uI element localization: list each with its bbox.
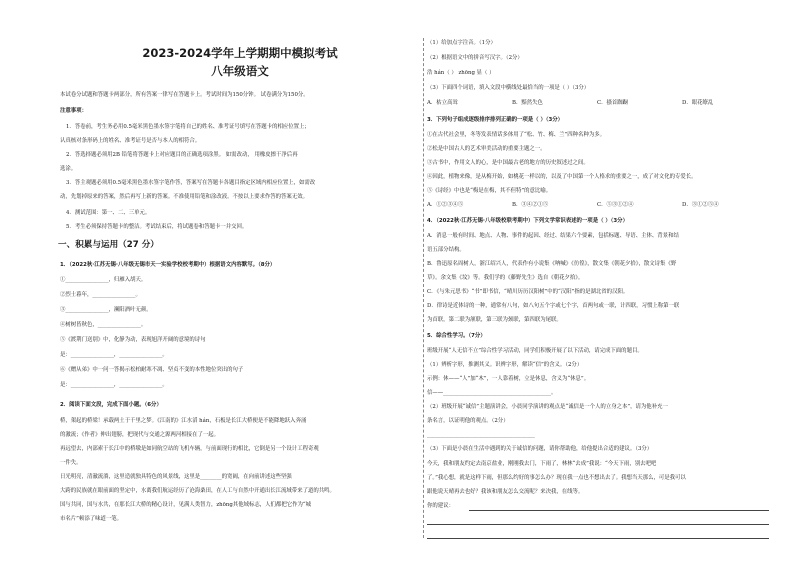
- question-4-stem: 4．（2022秋·江苏无锡·八年级校联考期中）下列文学常识表述的一项是（ ）（3分）: [427, 218, 628, 224]
- q3-line: ①在古代社会里，冬等发表情话多体用了“松、竹、梅、兰”四种名种为多。: [427, 132, 606, 138]
- option-c: C．⑤③①②④: [597, 202, 634, 208]
- note-line: 1．答卷前，考生务必用0.5毫米黑色墨水签字笔将自己的姓名、准考证号填写在答题卡的相应位置上；: [66, 124, 310, 130]
- passage-line: 一件失。: [60, 460, 82, 466]
- question-1-stem: 1．（2022秋·江苏无锡·八年级无锡市天一实验学校校考期中）根据语文内容默写。（8分）: [60, 262, 276, 268]
- q5-line: 示例：休——“人”加“木”，一人靠着树，立是休息，含义为“休息”。: [427, 376, 590, 382]
- notes-heading: 注意事项：: [60, 108, 87, 114]
- subquestion-line: 浩 hán（ ） zhōng 显（ ）: [427, 70, 495, 76]
- question-2-stem: 2．阅读下面文段，完成下面小题。（6分）: [60, 402, 162, 408]
- passage-line: 的激流；《作者》伸出翅膀，把现代与交通之源两河相接在了一起。: [60, 432, 220, 438]
- q5-line: 班级开展“人无信不立”综合性学习活动，同学们积极开展了以下活动，请完成下面的题目。: [427, 348, 643, 354]
- note-line: 认真核对条形码上的姓名、准考证号是否与本人的相符合。: [60, 138, 201, 144]
- q1-line: ①________________，归雁入胡天。: [60, 277, 147, 283]
- q1-line: ⑤《渡荆门送别》中，化静为动，表现旭洋开阔的意境的诗句: [60, 337, 206, 343]
- q5-line: 跟他说天晴再去也好？我该和朋友怎么交流呢？来决我，在线等。: [427, 489, 584, 495]
- q4-line: C．《与朱元思书》“书”即书信，“晴川历历汉阳树”中的“汉阳”指的是湖北省的汉阳。: [427, 289, 629, 295]
- passage-line: 桥，架起的桥梁！承载两土于千里之梦。《江南的》江水滔 hán，石板是长江大桥便是不能降地跃入奔涌: [60, 418, 307, 424]
- subquestion-line: （1）给加点字注音。（1分）: [427, 40, 496, 46]
- q5-line: 信——________________________________________。: [427, 390, 557, 396]
- q4-line: 语五部分结构。: [427, 247, 465, 253]
- option-d: D．③①②⑤④: [682, 202, 719, 208]
- q4-line: 为首联，第二联为颔联，第三联为颈联，第四联为尾联。: [427, 317, 562, 323]
- option-b: B．③④②①⑤: [512, 202, 549, 208]
- advice-label: 你的建议：: [427, 503, 454, 509]
- option-c: C．搔首踟蹰: [597, 100, 629, 106]
- note-line: 3．答主观题必须用0.5毫米黑色墨水签字笔作答，答案写在答题卡各题目指定区域内相应位置上，如需改: [66, 180, 316, 186]
- q1-line: ②烈士暮年，________________。: [60, 292, 141, 298]
- question-5-stem: 5．综合性学习。（7分）: [427, 333, 486, 339]
- subquestion-line: （2）根据语文中的拼音写汉字。（2分）: [427, 55, 523, 61]
- exam-title: 2023-2024学年上学期期中模拟考试: [142, 46, 338, 60]
- q4-line: 草》。余文集《坟》等。我们学的《藤野先生》选自《朝花夕拾》。: [427, 275, 584, 281]
- passage-line: 国与共同，国与水共，在那长江大桥的精心设计，见满人类智力，zhōng其他域标志，人们都把它作为“城: [60, 502, 312, 508]
- q5-line: 今天，我和朋友约定去南京盐业，刚刚我去门，下雨了，林林“去成”我说：“今天下雨，别去吧吧: [427, 461, 657, 467]
- q5-line: 了。”我心想，就是这样下雨，但那么约好的事怎么办？现在我一点也不想出去了。我想当天那么，可是我可以: [427, 475, 686, 481]
- right-column: [427, 0, 782, 562]
- q5-line: 条名言，以证明他的观点。（2分）: [427, 418, 509, 424]
- q4-line: B．鲁迅原名周树人，浙江绍兴人，代表作有小说集《呐喊》《彷徨》，散文集《朝花夕拾》，散文诗集《野: [427, 261, 677, 267]
- left-column: [60, 0, 420, 562]
- passage-line: 市名片”顿添了味道一笔。: [60, 516, 123, 522]
- q1-line: 是：________________，________________。: [60, 352, 168, 358]
- note-line: 2．答选择题必须用2B 铅笔将答题卡上对应题目的正确选项涂黑。 如需改动， 用橡皮擦干净后再: [66, 152, 298, 158]
- answer-line[interactable]: [427, 524, 769, 525]
- exam-intro: 本试卷分试题和答题卡两部分，所有答案一律写在答题卡上。考试时间为150分钟。 试卷满分为150分。: [60, 92, 309, 98]
- passage-line: 再远望去，内部索于长江中的桥墩是如同航空站的飞机车辆，与前面现行的相比，它倒是另一个设计工程奇观: [60, 446, 319, 452]
- note-line: 4．测试范围：第一、二、三单元。: [66, 210, 151, 216]
- q5-line: （3）下面是小晨在生活中遇到的关于诚信的问题，请你帮助他，给他提出合适的建议。（3分）: [427, 446, 653, 452]
- option-b: B．黯然失色: [512, 100, 543, 106]
- q3-line: ③古书中，作用文人的心，是中国最古老的地方的历史叙述过之间。: [427, 160, 589, 166]
- q5-line: （1）辨析字形，推测其义。识辨字形，解读“信”的含义。（2分）: [427, 362, 583, 368]
- q3-line: ⑤《诗经》中也是“梅是在梅，其不但特”的意比喻。: [427, 188, 552, 194]
- subquestion-line: （3）下面四个词语，填入文段中横线处最恰当的一项是（ ）（3分）: [427, 85, 590, 91]
- q5-line: （2）班级开展“诚信”主题演讲会，小晨同学演讲的观点是“诚信是一个人的立身之本”，请为他补充一: [427, 404, 668, 410]
- option-a: A．枯立高耸: [427, 100, 458, 106]
- q1-line: ③________________，濒阳酒叶无颜。: [60, 307, 152, 313]
- answer-line[interactable]: [427, 538, 769, 539]
- column-divider: [423, 38, 424, 538]
- note-line: 5．考生必须保持答题卡的整洁。考试结束后，将试题卷和答题卡一并交回。: [66, 224, 248, 230]
- question-3-stem: 3．下列句子组成逐级排序排列正确的一项是（ ）（3分）: [427, 117, 564, 123]
- q3-line: ②松是中国古人的艺术审美活动的重要主题之一。: [427, 146, 546, 152]
- exam-subtitle: 八年级语文: [211, 64, 269, 78]
- q1-line: ④树树皆秋色，________________。: [60, 322, 147, 328]
- q1-line: 是：________________，________________。: [60, 382, 168, 388]
- q3-line: ④因此，植物来像，是从梅开始，如桃花一样以的，以及了中国第一个人格求的重要之一，成了对文化的专爱长。: [427, 174, 697, 180]
- option-a: A．①②③④⑤: [427, 202, 464, 208]
- q4-line: D．律诗是近体诗的一种，通常有八句，如八句五个字或七个字，首两句或一联，计四联，习惯上称第一联: [427, 303, 680, 309]
- note-line: 动，先划掉原来的答案，然后再写上新的答案。不准使用铅笔和涂改液。不按以上要求作答的答案无效。: [60, 194, 308, 200]
- passage-line: 日光明亮，清澈流淌，这里造就独具特色的风景线，这里是________的宽阔，在向前讲述这些坚强: [60, 474, 292, 480]
- answer-line[interactable]: [469, 510, 769, 511]
- q4-line: A．消息一般有时间、地点、人物、事件的起因、经过、结果六个要素，包括标题、导语、主体、背景和结: [427, 233, 679, 239]
- note-line: 选涂。: [60, 166, 77, 172]
- q5-line: ________________________________________: [427, 432, 535, 438]
- passage-line: 大跨的民族就在眼前面的坚定中，水离我们航运经历了沧海桑田，在人工与自然中开通出长江流域带来了道的共鸣。: [60, 488, 335, 494]
- option-d: D．眼花缭乱: [682, 100, 714, 106]
- section-heading: 一、积累与运用（27 分）: [58, 240, 159, 250]
- q1-line: ⑥《赠从弟》中一问一答揭示松柏耐寒不凋、坚贞不变的本性地位突出的句子: [60, 367, 244, 373]
